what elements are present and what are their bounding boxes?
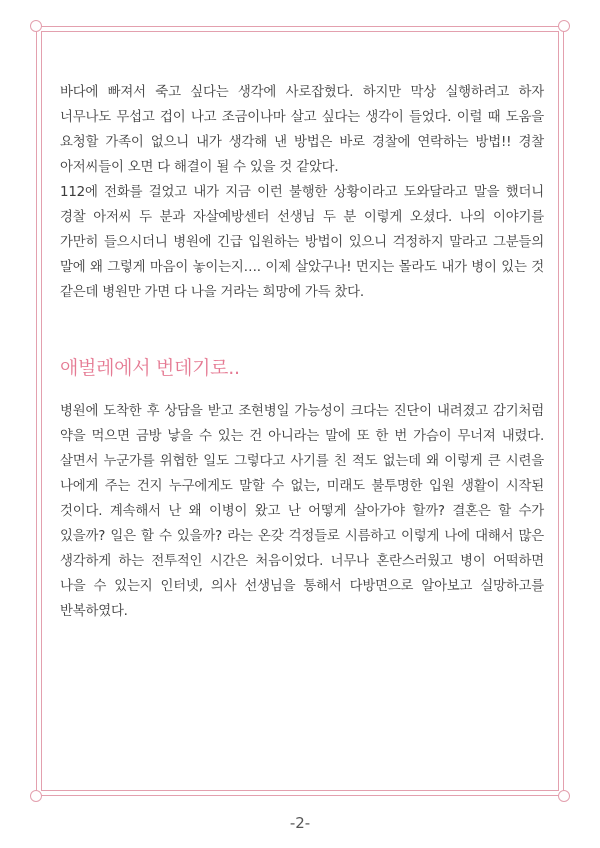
section-heading: 애벌레에서 번데기로.. bbox=[60, 357, 240, 379]
intro-paragraph-2: 112에 전화를 걸었고 내가 지금 이런 불행한 상황이라고 도와달라고 말을 했더니 경찰 아저씨 두 분과 자살예방센터 선생님 두 분 이렇게 오셨다. 나의 이야기를 가만히 들으시더니 병원에 긴급 입원하는 방법이 있으니 걱정하지 말라고 그분들의 말에 왜 그렇게 마음이 놓이는지…. 이제 살았구나! 먼지는 몰라도 내가 병이 있는 것 같은데 병원만 가면 다 나을 거라는 희망에 가득 찼다. bbox=[60, 185, 544, 300]
page-content bbox=[60, 80, 544, 624]
frame-corner-bottom-right bbox=[558, 790, 570, 802]
section-paragraph: 병원에 도착한 후 상담을 받고 조현병일 가능성이 크다는 진단이 내려졌고 감기처럼 약을 먹으면 금방 낳을 수 있는 건 아니라는 말에 또 한 번 가슴이 무너져 내렸다. 살면서 누군가를 위협한 일도 그렇다고 사기를 친 적도 없는데 왜 이렇게 큰 시련을 나에게 주는 건지 누구에게도 말할 수 없는, 미래도 불투명한 입원 생활이 시작된 것이다. 계속해서 난 왜 이병이 왔고 난 어떻게 살아가야 할까? 결혼은 할 수가 있을까? 일은 할 수 있을까? 라는 온갖 걱정들로 시름하고 이렇게 나에 대해서 많은 생각하게 하는 전투적인 시간은 처음이었다. 너무나 혼란스러웠고 병이 어떡하면 나을 수 있는지 인터넷, 의사 선생님을 통해서 다방면으로 알아보고 실망하고를 반복하였다. bbox=[60, 404, 544, 619]
frame-corner-bottom-left bbox=[30, 790, 42, 802]
page-number: -2- bbox=[289, 814, 311, 832]
frame-corner-top-left bbox=[30, 20, 42, 32]
intro-paragraph-1: 바다에 빠져서 죽고 싶다는 생각에 사로잡혔다. 하지만 막상 실행하려고 하자 너무나도 무섭고 겁이 나고 조금이나마 살고 싶다는 생각이 들었다. 이럴 때 도움을 요청할 가족이 없으니 내가 생각해 낸 방법은 바로 경찰에 연락하는 방법!! 경찰 아저씨들이 오면 다 해결이 될 수 있을 것 같았다. bbox=[60, 85, 544, 175]
frame-corner-top-right bbox=[558, 20, 570, 32]
